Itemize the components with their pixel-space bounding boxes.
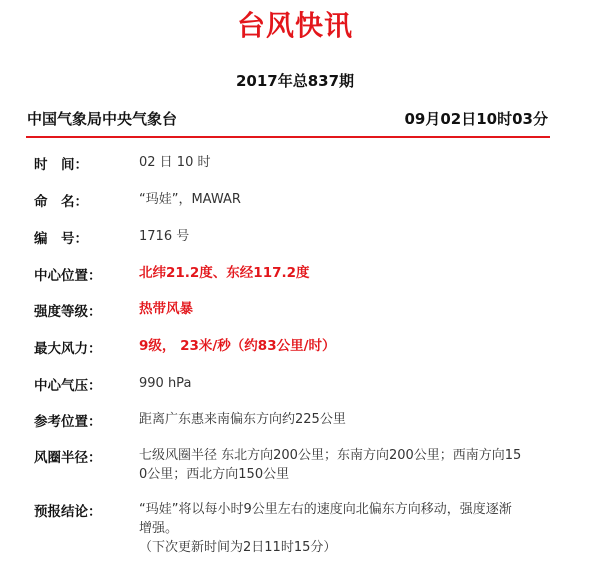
field-value bbox=[139, 446, 549, 484]
field-value: 北纬21.2度、东经117.2度 bbox=[139, 265, 310, 281]
field-value-line: “玛娃”将以每小时9公里左右的速度向北偏东方向移动，强度逐渐 bbox=[139, 502, 512, 517]
bulletin-header bbox=[27, 108, 548, 129]
field-label: 风圈半径： bbox=[34, 450, 102, 466]
next-update-note: （下次更新时间为2日11时15分） bbox=[139, 540, 337, 555]
issue-datetime: 09月02日10时03分 bbox=[404, 110, 548, 128]
field-value-line: 七级风圈半径 东北方向200公里；东南方向200公里；西南方向15 bbox=[139, 448, 522, 463]
field-label: 中心位置： bbox=[34, 268, 102, 284]
field-label: 预报结论： bbox=[34, 504, 102, 520]
field-value bbox=[139, 500, 549, 557]
field-value: 02 日 10 时 bbox=[139, 155, 211, 170]
field-value: 1716 号 bbox=[139, 229, 190, 244]
page-title: 台风快讯 bbox=[236, 9, 353, 42]
field-label: 最大风力： bbox=[34, 341, 102, 357]
field-label: 命 名： bbox=[34, 194, 88, 210]
field-label: 参考位置： bbox=[34, 414, 102, 430]
field-value: “玛娃”，MAWAR bbox=[139, 192, 241, 207]
field-label: 中心气压： bbox=[34, 378, 102, 394]
header-divider bbox=[26, 136, 550, 138]
field-label: 编 号： bbox=[34, 231, 88, 247]
agency-name: 中国气象局中央气象台 bbox=[27, 110, 178, 128]
field-value: 距离广东惠来南偏东方向约225公里 bbox=[139, 412, 346, 427]
field-label: 时 间： bbox=[34, 157, 88, 173]
field-value-line: 增强。 bbox=[139, 521, 179, 536]
field-value: 990 hPa bbox=[139, 376, 192, 391]
field-label: 强度等级： bbox=[34, 304, 102, 320]
field-value-line: 0公里；西北方向150公里 bbox=[139, 467, 290, 482]
field-value: 9级， 23米/秒（约83公里/时） bbox=[139, 338, 336, 354]
field-value: 热带风暴 bbox=[139, 301, 193, 317]
issue-number: 2017年总837期 bbox=[235, 72, 355, 90]
